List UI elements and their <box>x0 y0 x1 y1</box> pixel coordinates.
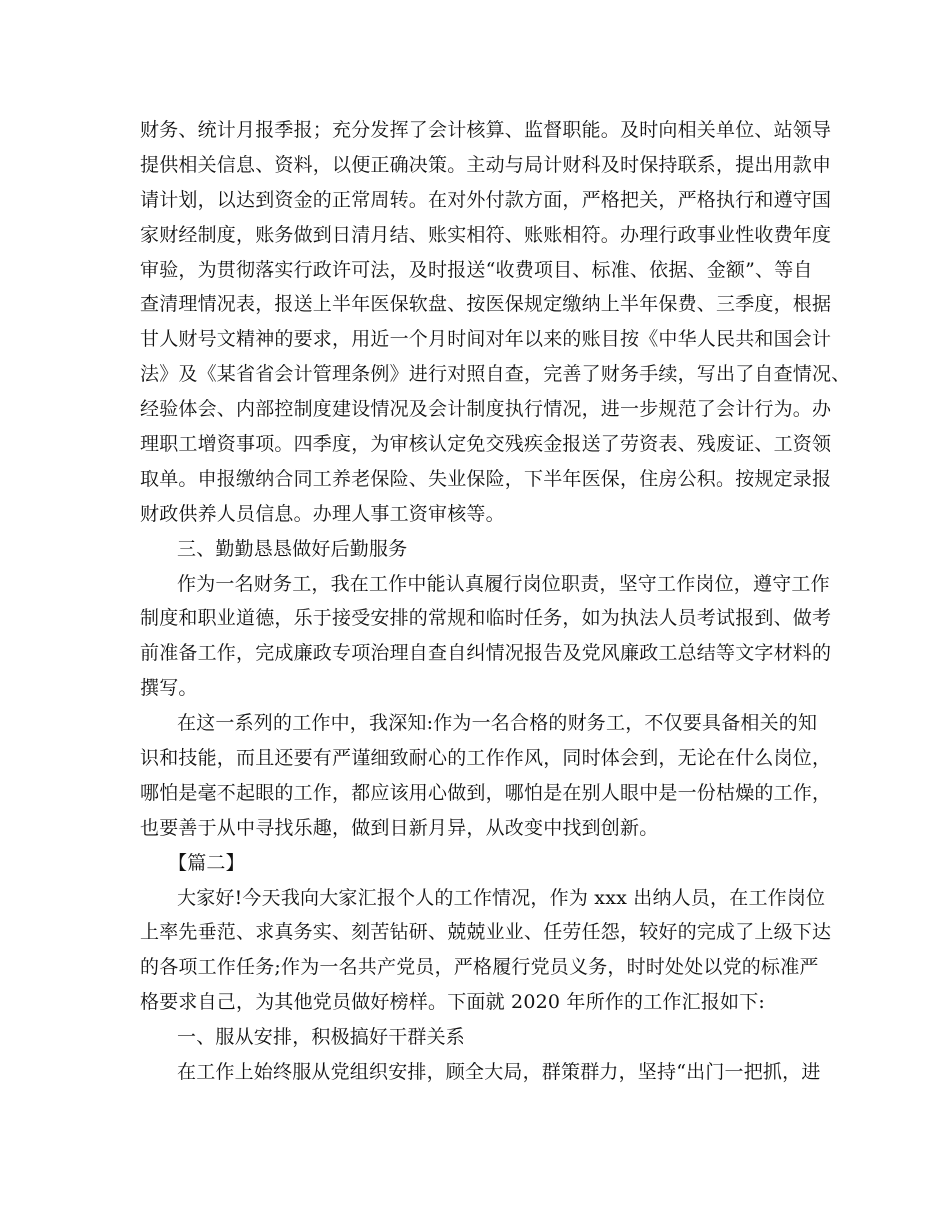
paragraph-first-line: 大家好!今天我向大家汇报个人的工作情况，作为 xxx 出纳人员，在工作岗位 <box>177 886 826 909</box>
section-heading: 一、服从安排，积极搞好干群关系 <box>177 1026 466 1049</box>
document-body <box>140 113 851 1090</box>
text-line: 审验，为贯彻落实行政许可法，及时报送“收费项目、标准、依据、金额”、等自 <box>140 258 813 281</box>
text-line: 取单。申报缴纳合同工养老保险、失业保险，下半年医保，住房公积。按规定录报 <box>140 467 832 490</box>
text-line: 理职工增资事项。四季度，为审核认定免交残疾金报送了劳资表、残废证、工资领 <box>140 433 832 456</box>
part-heading: 【篇二】 <box>168 851 245 874</box>
text-line: 法》及《某省省会计管理条例》进行对照自查，完善了财务手续，写出了自查情况、 <box>140 363 851 386</box>
text-line: 查清理情况表，报送上半年医保软盘、按医保规定缴纳上半年保费、三季度，根据 <box>140 293 832 316</box>
text-line: 家财经制度，账务做到日清月结、账实相符、账账相符。办理行政事业性收费年度 <box>140 223 832 246</box>
text-line: 甘人财号文精神的要求，用近一个月时间对年以来的账目按《中华人民共和国会计 <box>140 328 832 351</box>
text-line: 哪怕是毫不起眼的工作，都应该用心做到，哪怕是在别人眼中是一份枯燥的工作， <box>140 781 832 804</box>
text-line: 提供相关信息、资料，以便正确决策。主动与局计财科及时保持联系，提出用款申 <box>140 153 832 176</box>
text-line: 财务、统计月报季报；充分发挥了会计核算、监督职能。及时向相关单位、站领导 <box>140 119 832 141</box>
text-line: 经验体会、内部控制度建设情况及会计制度执行情况，进一步规范了会计行为。办 <box>140 398 832 421</box>
text-line: 前准备工作，完成廉政专项治理自查自纠情况报告及党风廉政工总结等文字材料的 <box>140 642 832 665</box>
text-line: 制度和职业道德，乐于接受安排的常规和临时任务，如为执法人员考试报到、做考 <box>140 607 832 630</box>
text-line: 撰写。 <box>140 677 198 700</box>
text-line: 也要善于从中寻找乐趣，做到日新月异，从改变中找到创新。 <box>140 816 659 839</box>
text-line: 格要求自己，为其他党员做好榜样。下面就 2020 年所作的工作汇报如下: <box>140 991 766 1014</box>
paragraph-first-line: 作为一名财务工，我在工作中能认真履行岗位职责，坚守工作岗位，遵守工作 <box>177 572 830 595</box>
text-line: 的各项工作任务;作为一名共产党员，严格履行党员义务，时时处处以党的标准严 <box>140 956 819 979</box>
section-heading: 三、勤勤恳恳做好后勤服务 <box>177 537 408 560</box>
text-line: 上率先垂范、求真务实、刻苦钻研、兢兢业业、任劳任怨，较好的完成了上级下达 <box>140 921 832 944</box>
paragraph-first-line: 在这一系列的工作中，我深知:作为一名合格的财务工，不仅要具备相关的知 <box>177 712 818 735</box>
text-line: 财政供养人员信息。办理人事工资审核等。 <box>140 502 505 525</box>
text-line: 请计划，以达到资金的正常周转。在对外付款方面，严格把关，严格执行和遵守国 <box>140 188 832 211</box>
text-line: 识和技能，而且还要有严谨细致耐心的工作作风，同时体会到，无论在什么岗位， <box>140 747 832 770</box>
paragraph-first-line: 在工作上始终服从党组织安排，顾全大局，群策群力，坚持“出门一把抓，进 <box>177 1061 821 1084</box>
